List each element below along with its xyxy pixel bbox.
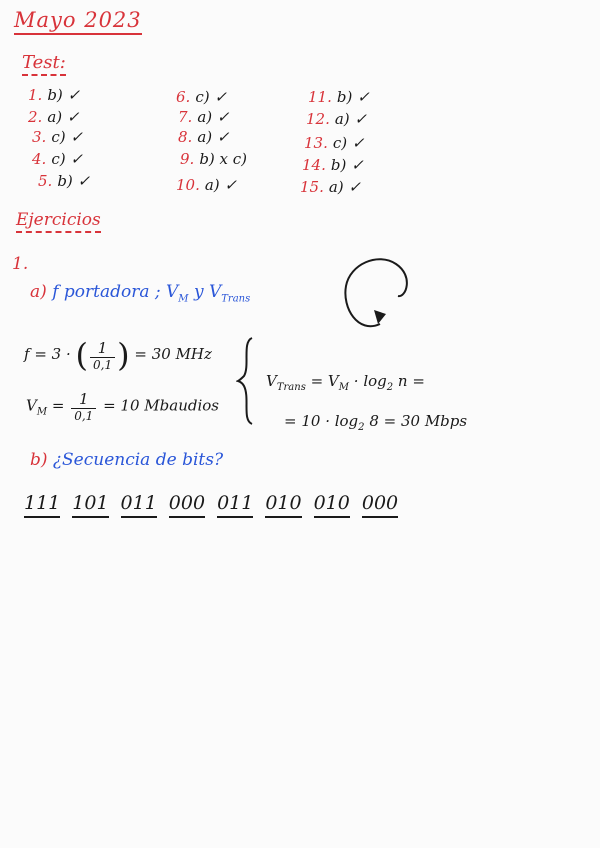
part-a-text: f portadora ; $V_M$ y $V_{Trans}$ <box>52 282 251 305</box>
rotation-sketch-icon <box>338 248 418 338</box>
part-b-label: b) <box>30 450 48 470</box>
test-item: 12. a) ✓ <box>306 110 367 128</box>
vtrans-result: = $10 \cdot \log_2 8 = 30$ Mbps <box>284 412 468 433</box>
test-item: 14. b) ✓ <box>302 156 364 174</box>
page-title: Mayo 2023 <box>14 8 142 35</box>
curly-brace-icon <box>236 336 260 426</box>
test-heading: Test: <box>22 52 66 76</box>
bit-group: 010 <box>265 492 301 518</box>
test-item: 10. a) ✓ <box>176 176 237 194</box>
bit-group: 101 <box>72 492 108 518</box>
bit-group: 010 <box>314 492 350 518</box>
test-item: 11. b) ✓ <box>308 88 370 106</box>
bit-sequence <box>24 492 410 518</box>
test-item: 15. a) ✓ <box>300 178 361 196</box>
bit-group: 000 <box>362 492 398 518</box>
test-item: 7. a) ✓ <box>178 108 230 126</box>
exercise-number: 1. <box>12 254 29 274</box>
vm-formula: $V_M$ = $\frac{1}{0,1}$ = 10 Mbaudios <box>26 390 219 423</box>
test-item: 9. b) x c) <box>180 150 248 168</box>
bit-group: 000 <box>169 492 205 518</box>
part-b-text: ¿Secuencia de bits? <box>52 450 224 470</box>
bit-group: 011 <box>121 492 157 518</box>
test-item: 3. c) ✓ <box>32 128 83 146</box>
test-item: 4. c) ✓ <box>32 150 83 168</box>
test-item: 5. b) ✓ <box>38 172 91 190</box>
test-item: 2. a) ✓ <box>28 108 80 126</box>
part-b-line <box>30 450 223 470</box>
frequency-formula: f = 3 · ( $\frac{1}{0,1}$ ) = 30 MHz <box>24 336 212 374</box>
ejercicios-heading: Ejercicios <box>16 210 101 233</box>
bit-group: 111 <box>24 492 60 518</box>
bit-group: 011 <box>217 492 253 518</box>
test-item: 1. b) ✓ <box>28 86 81 104</box>
test-item: 6. c) ✓ <box>176 88 227 106</box>
test-item: 13. c) ✓ <box>304 134 365 152</box>
part-a-label: a) <box>30 282 47 302</box>
vtrans-formula: $V_{Trans} = V_M \cdot \log_2 n$ = <box>266 372 425 393</box>
test-item: 8. a) ✓ <box>178 128 230 146</box>
part-a-line <box>30 282 250 304</box>
